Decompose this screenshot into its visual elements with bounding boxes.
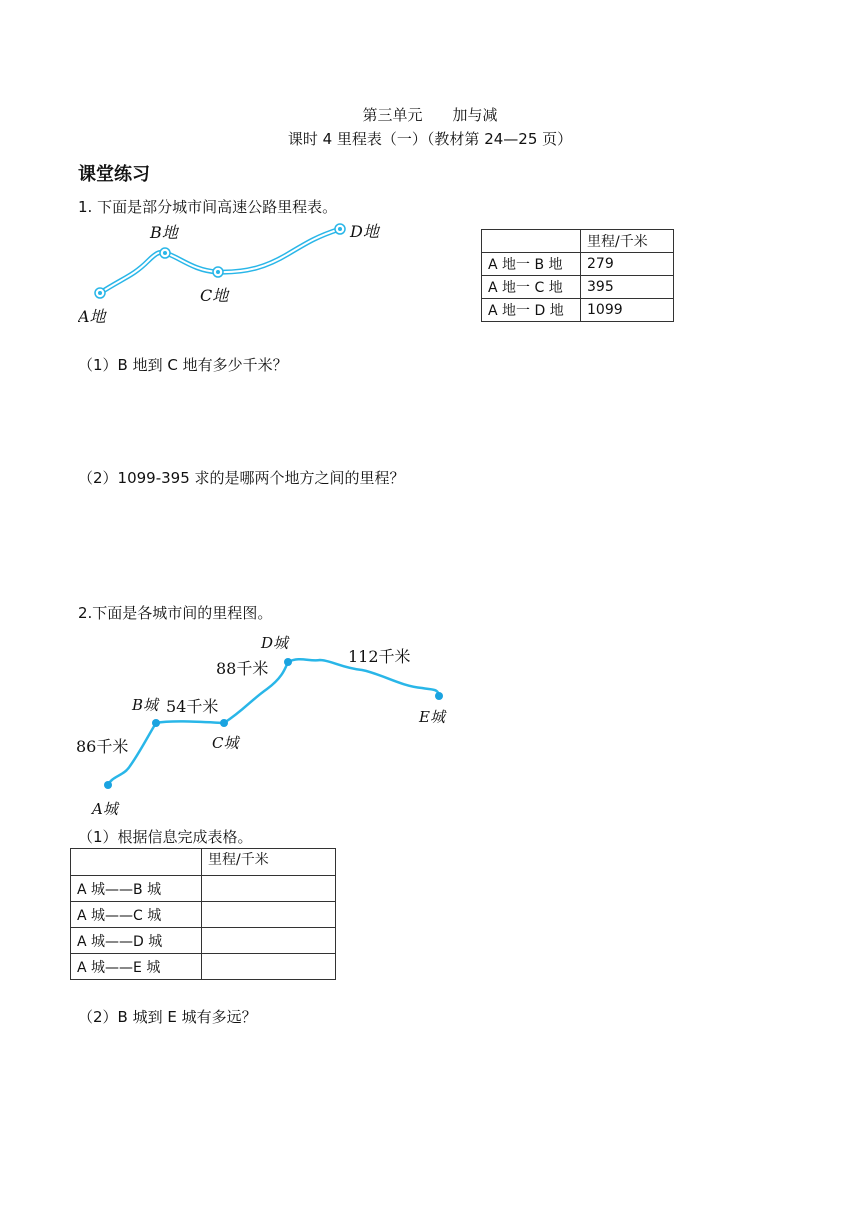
- route-cell: A 城——C 城: [71, 902, 202, 928]
- q2-point-e: [435, 692, 443, 700]
- lesson-title: 课时 4 里程表（一）（教材第 24—25 页）: [287, 130, 573, 148]
- route-cell: A 城——B 城: [71, 876, 202, 902]
- q2-label-a: A城: [92, 800, 118, 818]
- table-header-row: [482, 230, 674, 253]
- q2-sub1: （1）根据信息完成表格。: [78, 828, 253, 846]
- q2-point-c: [220, 719, 228, 727]
- q1-route-line: [100, 229, 340, 293]
- table-row: [482, 276, 674, 299]
- q1-point-b: [160, 248, 170, 258]
- q1-sub1: （1）B 地到 C 地有多少千米？: [78, 356, 288, 374]
- q2-distance-de: 112千米: [348, 647, 411, 666]
- table-header-cell: [71, 849, 202, 876]
- q2-route-map: [72, 626, 472, 821]
- q1-mileage-table: [481, 229, 674, 322]
- route-cell: A 地一 B 地: [482, 253, 581, 276]
- q2-point-d: [284, 658, 292, 666]
- distance-answer-cell[interactable]: [202, 902, 336, 928]
- q2-distance-cd: 88千米: [216, 659, 269, 678]
- table-row: [482, 253, 674, 276]
- q2-point-a: [104, 781, 112, 789]
- distance-answer-cell[interactable]: [202, 954, 336, 980]
- table-row: [71, 954, 336, 980]
- unit-title: 第三单元 加与减: [362, 106, 498, 124]
- section-title: 课堂练习: [78, 164, 150, 185]
- q1-label-c: C地: [200, 286, 229, 305]
- q1-point-a: [95, 288, 105, 298]
- q1-route-map: [78, 216, 408, 331]
- route-cell: A 城——E 城: [71, 954, 202, 980]
- q2-prompt: 2.下面是各城市间的里程图。: [78, 604, 273, 622]
- table-header-row: [71, 849, 336, 876]
- q1-point-c: [213, 267, 223, 277]
- q2-label-c: C城: [212, 734, 239, 752]
- distance-cell: 279: [581, 253, 674, 276]
- q2-label-d: D城: [261, 634, 289, 652]
- distance-cell: 395: [581, 276, 674, 299]
- q1-label-b: B地: [150, 223, 178, 242]
- q2-sub2: （2）B 城到 E 城有多远？: [78, 1008, 257, 1026]
- q1-point-d: [335, 224, 345, 234]
- table-row: [71, 902, 336, 928]
- q2-distance-bc: 54千米: [166, 697, 219, 716]
- q2-label-b: B城: [132, 696, 159, 714]
- q2-point-b: [152, 719, 160, 727]
- table-row: [71, 928, 336, 954]
- table-header-cell: [482, 230, 581, 253]
- q1-sub2: （2）1099-395 求的是哪两个地方之间的里程？: [78, 469, 405, 487]
- table-row: [71, 876, 336, 902]
- q1-label-d: D地: [350, 222, 379, 241]
- route-cell: A 地一 C 地: [482, 276, 581, 299]
- q2-mileage-table: [70, 848, 336, 980]
- table-header-cell: 里程/千米: [202, 849, 336, 876]
- q2-distance-ab: 86千米: [76, 737, 129, 756]
- q1-prompt: 1. 下面是部分城市间高速公路里程表。: [78, 198, 338, 216]
- distance-answer-cell[interactable]: [202, 928, 336, 954]
- table-row: [482, 299, 674, 322]
- route-cell: A 地一 D 地: [482, 299, 581, 322]
- distance-answer-cell[interactable]: [202, 876, 336, 902]
- distance-cell: 1099: [581, 299, 674, 322]
- route-cell: A 城——D 城: [71, 928, 202, 954]
- q1-label-a: A地: [78, 307, 106, 326]
- table-header-cell: 里程/千米: [581, 230, 674, 253]
- q2-label-e: E城: [419, 708, 445, 726]
